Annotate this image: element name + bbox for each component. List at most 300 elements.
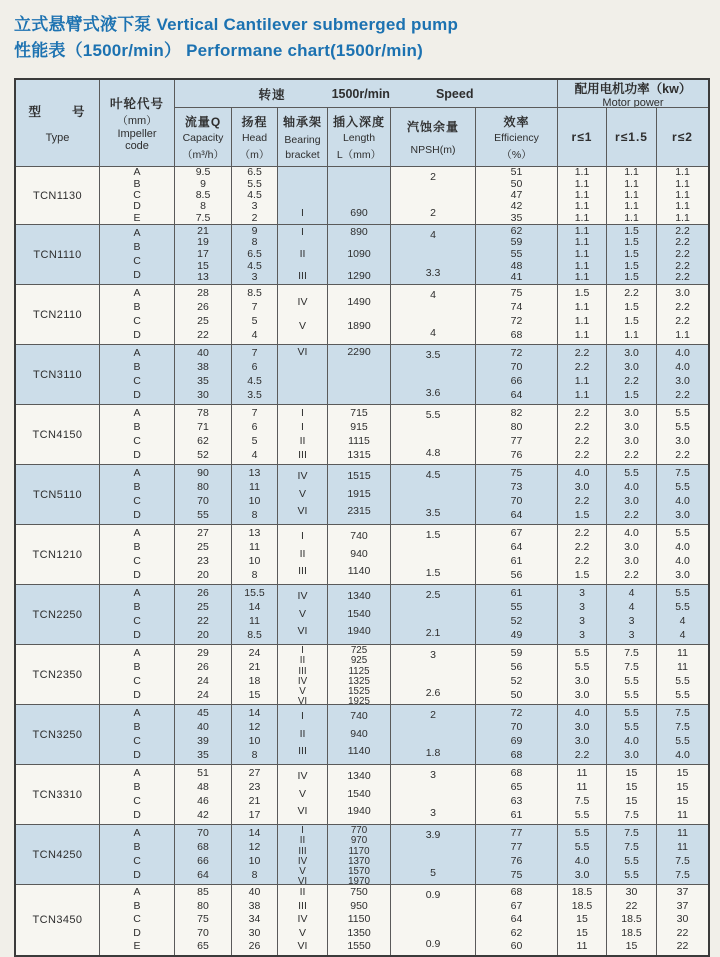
cell-power-r15 <box>607 645 657 704</box>
cell-power-r1-value: 3.0 <box>574 734 590 747</box>
cell-efficiency-value: 70 <box>510 360 523 373</box>
cell-power-r1 <box>558 705 607 764</box>
cell-head <box>232 705 278 764</box>
cell-length-stack <box>328 345 390 404</box>
cell-power-r2-stack <box>657 465 708 524</box>
cell-head-value: 27 <box>248 766 261 779</box>
npsh-stack <box>391 885 475 955</box>
npsh-stack <box>391 645 475 704</box>
pump-type-label: TCN2350 <box>32 668 83 681</box>
cell-bracket <box>278 825 328 884</box>
cell-capacity-value: 35 <box>197 374 209 387</box>
npsh-bottom: 2.1 <box>425 626 441 639</box>
cell-efficiency-value: 73 <box>510 480 523 493</box>
cell-length <box>328 167 391 224</box>
cell-head <box>232 765 278 824</box>
cell-efficiency-stack <box>476 345 557 404</box>
cell-power-r15 <box>607 705 657 764</box>
cell-head-value: 11 <box>249 614 260 627</box>
cell-impeller-codes-value: C <box>133 188 141 201</box>
cell-head <box>232 345 278 404</box>
cell-bracket <box>278 645 328 704</box>
cell-head-value: 40 <box>248 886 261 899</box>
cell-impeller-codes-value: D <box>133 926 141 939</box>
cell-bracket-value: III <box>298 448 307 461</box>
cell-length-value: 1915 <box>347 487 371 500</box>
cell-power-r15-value: 5.5 <box>624 854 639 867</box>
cell-efficiency-value: 68 <box>510 328 523 341</box>
cell-power-r1-value: 3 <box>579 600 585 613</box>
cell-length-stack <box>328 645 390 704</box>
cell-power-r2-value: 4 <box>679 614 686 627</box>
cell-head-stack <box>232 167 277 224</box>
cell-capacity-value: 29 <box>197 646 209 659</box>
cell-capacity <box>175 885 232 955</box>
npsh-stack <box>391 705 475 764</box>
cell-head-value: 10 <box>248 494 261 507</box>
cell-length-value: 950 <box>350 899 368 912</box>
cell-power-r1-stack <box>558 525 606 584</box>
cell-impeller-codes-stack <box>100 405 174 464</box>
cell-efficiency-value: 41 <box>510 271 523 284</box>
cell-efficiency-value: 72 <box>510 706 523 719</box>
cell-power-r2-value: 11 <box>677 646 688 659</box>
cell-bracket-value: II <box>299 547 306 560</box>
group-header-motor-power <box>558 80 708 108</box>
cell-length-stack <box>328 525 390 584</box>
col-header-head-line: （m） <box>239 148 270 161</box>
cell-head-value: 8 <box>251 748 258 761</box>
npsh-bottom: 3.6 <box>425 386 441 399</box>
cell-power-r2-value: 7.5 <box>675 720 690 733</box>
cell-length <box>328 645 391 704</box>
cell-power-r1-value: 2.2 <box>574 526 590 539</box>
cell-power-r1-value: 1.1 <box>574 247 590 260</box>
cell-power-r1-value: 1.5 <box>574 568 590 581</box>
cell-bracket <box>278 525 328 584</box>
performance-table <box>14 78 710 957</box>
cell-length <box>328 285 391 344</box>
cell-head-value: 6 <box>251 360 258 373</box>
cell-power-r1-stack <box>558 765 606 824</box>
cell-head-stack <box>232 645 277 704</box>
cell-length-value: 940 <box>350 547 368 560</box>
cell-head-value: 6.5 <box>247 167 262 179</box>
cell-power-r2-value: 3.0 <box>675 374 690 387</box>
cell-power-r1-value: 1.1 <box>574 236 590 249</box>
cell-impeller-codes-value: C <box>133 913 141 926</box>
col-header-capacity-line: Capacity <box>182 132 224 144</box>
npsh-top: 4.5 <box>425 469 441 481</box>
cell-capacity-value: 51 <box>197 766 209 779</box>
cell-impeller-codes-stack <box>100 885 174 955</box>
cell-efficiency <box>476 885 558 955</box>
cell-capacity-stack <box>175 405 231 464</box>
cell-head-value: 12 <box>248 720 261 733</box>
cell-power-r15-stack <box>607 167 656 224</box>
cell-capacity-value: 90 <box>197 466 209 479</box>
cell-power-r2-value: 1.1 <box>675 328 690 341</box>
cell-power-r15-value: 15 <box>625 794 638 807</box>
cell-power-r1 <box>558 885 607 955</box>
cell-impeller-codes-value: B <box>133 899 141 912</box>
cell-head-value: 7 <box>251 300 258 313</box>
cell-bracket-value: IV <box>297 913 308 926</box>
cell-efficiency <box>476 405 558 464</box>
cell-power-r1-value: 1.5 <box>574 508 590 521</box>
cell-efficiency-stack <box>476 705 557 764</box>
cell-capacity-value: 9.5 <box>195 167 211 179</box>
pump-row-tcn4250 <box>16 824 708 884</box>
cell-power-r1-value: 3 <box>579 586 585 599</box>
cell-power-r15-value: 2.2 <box>624 508 639 521</box>
cell-power-r15-stack <box>607 585 656 644</box>
cell-bracket-value: VI <box>297 805 308 818</box>
cell-efficiency-stack <box>476 405 557 464</box>
cell-capacity-value: 8.5 <box>195 188 211 201</box>
cell-bracket-value: V <box>298 926 306 939</box>
cell-power-r15 <box>607 345 657 404</box>
cell-power-r1-stack <box>558 825 606 884</box>
cell-capacity-value: 38 <box>197 360 209 373</box>
cell-impeller-codes-value: A <box>133 406 141 419</box>
npsh-stack <box>391 585 475 644</box>
npsh-top: 2 <box>430 171 436 183</box>
col-header-head-line: 扬程 <box>241 114 268 129</box>
cell-power-r2-value: 11 <box>677 808 688 821</box>
cell-type <box>16 645 100 704</box>
cell-length-value: 1125 <box>348 665 370 677</box>
cell-power-r15-value: 1.1 <box>624 177 639 190</box>
cell-head <box>232 585 278 644</box>
col-header-efficiency-line: （%） <box>501 148 532 161</box>
cell-bracket-value: I <box>301 226 304 238</box>
cell-bracket-value: III <box>298 269 307 282</box>
cell-bracket-value: VI <box>297 505 308 518</box>
npsh-bottom: 0.9 <box>425 937 441 950</box>
cell-power-r15-value: 22 <box>625 899 638 912</box>
cell-length-value: 1090 <box>347 247 371 260</box>
cell-power-r15-value: 1.5 <box>624 247 639 260</box>
cell-head <box>232 465 278 524</box>
cell-efficiency-value: 51 <box>510 167 523 179</box>
cell-power-r15-stack <box>607 645 656 704</box>
cell-power-r2-value: 5.5 <box>675 480 690 493</box>
cell-bracket-value: VI <box>297 625 308 638</box>
cell-power-r2-value: 2.2 <box>675 314 690 327</box>
cell-bracket-value: I <box>301 406 304 419</box>
cell-head-value: 18 <box>248 674 261 687</box>
cell-impeller-codes-stack <box>100 345 174 404</box>
cell-head-value: 15 <box>248 688 261 701</box>
cell-power-r15-value: 1.5 <box>624 300 639 313</box>
cell-power-r15-value: 2.2 <box>624 286 639 299</box>
cell-impeller-codes-value: B <box>133 300 141 313</box>
cell-head-value: 13 <box>248 466 261 479</box>
cell-power-r1-stack <box>558 465 606 524</box>
cell-length-stack <box>328 465 390 524</box>
cell-capacity-value: 65 <box>197 940 209 953</box>
cell-power-r15-value: 7.5 <box>624 646 639 659</box>
cell-head-stack <box>232 225 277 284</box>
cell-power-r1-stack <box>558 645 606 704</box>
cell-impeller-codes-stack <box>100 225 174 284</box>
cell-efficiency-value: 65 <box>510 780 523 793</box>
cell-power-r15-value: 5.5 <box>624 720 639 733</box>
cell-impeller-codes-value: D <box>133 200 141 213</box>
cell-power-r2-value: 2.2 <box>675 225 690 237</box>
cell-head-value: 21 <box>248 660 261 673</box>
pump-type-label: TCN1210 <box>32 548 83 561</box>
cell-power-r1-value: 3.0 <box>574 688 590 701</box>
cell-length-value: 1540 <box>347 787 371 800</box>
npsh-bottom: 3.3 <box>425 266 441 279</box>
npsh-stack <box>391 225 475 284</box>
cell-impeller-codes-value: C <box>133 554 141 567</box>
cell-capacity-value: 22 <box>197 614 209 627</box>
npsh-stack <box>391 825 475 884</box>
cell-efficiency-value: 52 <box>510 674 523 687</box>
cell-capacity-value: 26 <box>197 586 209 599</box>
cell-impeller-codes-value: D <box>133 508 141 521</box>
cell-power-r1-value: 1.1 <box>574 259 590 272</box>
cell-npsh <box>391 825 476 884</box>
cell-impeller-codes-value: C <box>133 794 141 807</box>
col-header-head <box>232 108 278 166</box>
cell-impeller-codes-value: D <box>133 568 141 581</box>
cell-power-r15-value: 2.2 <box>624 374 639 387</box>
col-header-type-cn: 型 号 <box>28 105 87 119</box>
cell-power-r2 <box>657 167 708 224</box>
cell-length-stack <box>328 705 390 764</box>
cell-power-r2-stack <box>657 885 708 955</box>
cell-length-value: 1370 <box>348 855 370 867</box>
cell-bracket-value: III <box>298 845 307 857</box>
cell-length-stack <box>328 765 390 824</box>
cell-bracket <box>278 285 328 344</box>
cell-efficiency-value: 63 <box>510 794 523 807</box>
cell-head-value: 8 <box>251 868 258 881</box>
motor-power-en: Motor power <box>602 96 664 108</box>
cell-impeller-codes-value: D <box>133 388 141 401</box>
cell-power-r15-value: 5.5 <box>624 674 639 687</box>
cell-head-value: 3 <box>251 271 258 284</box>
cell-capacity-value: 25 <box>197 314 209 327</box>
cell-power-r2-stack <box>657 585 708 644</box>
cell-bracket-value: II <box>299 835 306 847</box>
cell-power-r15-value: 3.0 <box>624 554 639 567</box>
cell-bracket-value: I <box>301 206 304 219</box>
cell-power-r15-value: 3.0 <box>624 346 639 359</box>
cell-power-r1 <box>558 585 607 644</box>
cell-length <box>328 825 391 884</box>
cell-power-r1-value: 11 <box>576 766 588 779</box>
cell-power-r15-value: 1.5 <box>624 225 639 237</box>
cell-power-r2-value: 15 <box>676 780 689 793</box>
cell-power-r2-value: 22 <box>676 940 689 953</box>
cell-power-r15 <box>607 765 657 824</box>
cell-power-r15-stack <box>607 285 656 344</box>
cell-impeller-codes-value: C <box>133 314 141 327</box>
cell-power-r15-value: 3.0 <box>624 406 639 419</box>
cell-impeller-codes-value: A <box>133 167 141 179</box>
cell-bracket <box>278 765 328 824</box>
cell-length-value: 1890 <box>347 319 371 332</box>
cell-capacity-value: 85 <box>197 886 209 899</box>
cell-type <box>16 525 100 584</box>
cell-power-r15-value: 18.5 <box>621 913 642 926</box>
cell-type <box>16 167 100 224</box>
cell-efficiency-value: 76 <box>510 448 523 461</box>
cell-head-value: 4.5 <box>247 374 262 387</box>
cell-bracket-value: V <box>299 686 306 698</box>
pump-row-tcn4150 <box>16 404 708 464</box>
cell-impeller-codes-value: B <box>133 840 141 853</box>
cell-bracket <box>278 225 328 284</box>
cell-impeller-codes <box>100 167 175 224</box>
cell-impeller-codes-value: D <box>133 328 141 341</box>
cell-head-stack <box>232 465 277 524</box>
cell-npsh <box>391 525 476 584</box>
cell-capacity-value: 64 <box>197 868 209 881</box>
cell-power-r2-value: 5.5 <box>675 734 690 747</box>
cell-length-stack <box>328 885 390 955</box>
cell-power-r1-stack <box>558 167 606 224</box>
cell-length-value: 1140 <box>347 565 371 578</box>
cell-bracket-value: II <box>299 727 306 740</box>
cell-efficiency-value: 67 <box>510 526 523 539</box>
cell-power-r15 <box>607 285 657 344</box>
pump-row-tcn5110 <box>16 464 708 524</box>
cell-capacity-stack <box>175 585 231 644</box>
npsh-stack <box>391 167 475 224</box>
speed-rpm: 1500r/min <box>331 86 390 101</box>
cell-power-r1-stack <box>558 585 606 644</box>
col-header-type-en: Type <box>45 132 70 144</box>
cell-impeller-codes-value: B <box>133 720 141 733</box>
cell-power-r1-value: 1.5 <box>574 286 590 299</box>
cell-head-value: 26 <box>248 940 261 953</box>
cell-power-r2-value: 5.5 <box>675 688 690 701</box>
cell-power-r2-value: 4 <box>679 628 686 641</box>
cell-bracket-stack <box>278 765 327 824</box>
col-header-bracket-line: bracket <box>285 148 320 161</box>
cell-head-value: 30 <box>248 926 261 939</box>
cell-head-value: 21 <box>248 794 261 807</box>
pump-row-tcn3250 <box>16 704 708 764</box>
cell-power-r2 <box>657 285 708 344</box>
cell-impeller-codes-value: B <box>133 177 141 190</box>
cell-head-value: 24 <box>248 646 261 659</box>
npsh-bottom: 5 <box>430 866 436 879</box>
cell-bracket-stack <box>278 705 327 764</box>
cell-capacity-value: 35 <box>197 748 209 761</box>
cell-power-r1 <box>558 285 607 344</box>
cell-type <box>16 765 100 824</box>
cell-power-r2 <box>657 765 708 824</box>
npsh-top: 4 <box>430 289 436 301</box>
cell-efficiency-value: 56 <box>510 568 523 581</box>
cell-bracket-stack <box>278 405 327 464</box>
cell-impeller-codes-value: D <box>133 268 141 281</box>
npsh-bottom: 4 <box>430 326 436 339</box>
cell-power-r1-value: 11 <box>576 780 588 793</box>
npsh-top: 3 <box>430 769 436 781</box>
cell-length-value: 770 <box>350 825 368 836</box>
cell-power-r15-value: 7.5 <box>624 826 639 839</box>
cell-impeller-codes-value: D <box>133 748 141 761</box>
cell-power-r1-value: 3.0 <box>574 868 590 881</box>
cell-power-r1-value: 5.5 <box>574 808 590 821</box>
cell-capacity-value: 28 <box>197 286 209 299</box>
cell-length-value: 1490 <box>347 296 371 309</box>
cell-efficiency-value: 61 <box>510 808 523 821</box>
cell-capacity-value: 39 <box>197 734 209 747</box>
cell-efficiency <box>476 525 558 584</box>
cell-type <box>16 345 100 404</box>
cell-efficiency-value: 64 <box>510 388 523 401</box>
col-header-r1-line: r≤1 <box>571 130 593 144</box>
cell-capacity-value: 55 <box>197 508 209 521</box>
cell-capacity-value: 22 <box>197 328 209 341</box>
cell-power-r15-value: 3.0 <box>624 494 639 507</box>
npsh-stack <box>391 465 475 524</box>
cell-capacity-stack <box>175 885 231 955</box>
cell-length-value: 915 <box>350 420 368 433</box>
npsh-bottom: 1.8 <box>425 746 441 759</box>
cell-capacity-value: 42 <box>197 808 209 821</box>
pump-row-tcn3110 <box>16 344 708 404</box>
cell-power-r2-value: 11 <box>677 660 688 673</box>
cell-length-value: 750 <box>350 886 368 899</box>
cell-head <box>232 645 278 704</box>
cell-bracket-value: VI <box>297 346 308 358</box>
cell-power-r2 <box>657 525 708 584</box>
cell-head-value: 4 <box>251 328 258 341</box>
cell-bracket-value: IV <box>297 590 308 603</box>
npsh-top: 1.5 <box>425 529 441 541</box>
cell-head-value: 4.5 <box>247 188 262 201</box>
cell-capacity-value: 70 <box>197 494 209 507</box>
cell-length-value: 1340 <box>347 770 371 783</box>
npsh-bottom: 2 <box>430 206 436 219</box>
cell-power-r1-value: 2.2 <box>574 554 590 567</box>
cell-capacity <box>175 705 232 764</box>
cell-power-r1-value: 5.5 <box>574 646 590 659</box>
pump-type-label: TCN4150 <box>32 428 83 441</box>
pump-row-tcn1210 <box>16 524 708 584</box>
cell-bracket-stack <box>278 585 327 644</box>
col-header-length <box>328 108 391 166</box>
cell-power-r2-value: 1.1 <box>675 167 690 179</box>
cell-length-value: 690 <box>350 206 368 219</box>
cell-bracket-value: V <box>298 607 306 620</box>
cell-power-r15 <box>607 885 657 955</box>
cell-bracket <box>278 167 328 224</box>
pump-type-label: TCN3450 <box>32 914 83 926</box>
cell-capacity-value: 48 <box>197 780 209 793</box>
cell-efficiency <box>476 645 558 704</box>
cell-length-value: 1315 <box>347 448 371 461</box>
cell-power-r2-value: 2.2 <box>675 247 690 260</box>
cell-power-r15-value: 2.2 <box>624 448 639 461</box>
cell-capacity <box>175 405 232 464</box>
cell-power-r2-value: 3.0 <box>675 286 690 299</box>
col-header-impeller-en1: Impeller <box>117 128 157 140</box>
cell-power-r15-stack <box>607 225 656 284</box>
cell-npsh <box>391 345 476 404</box>
cell-length <box>328 225 391 284</box>
